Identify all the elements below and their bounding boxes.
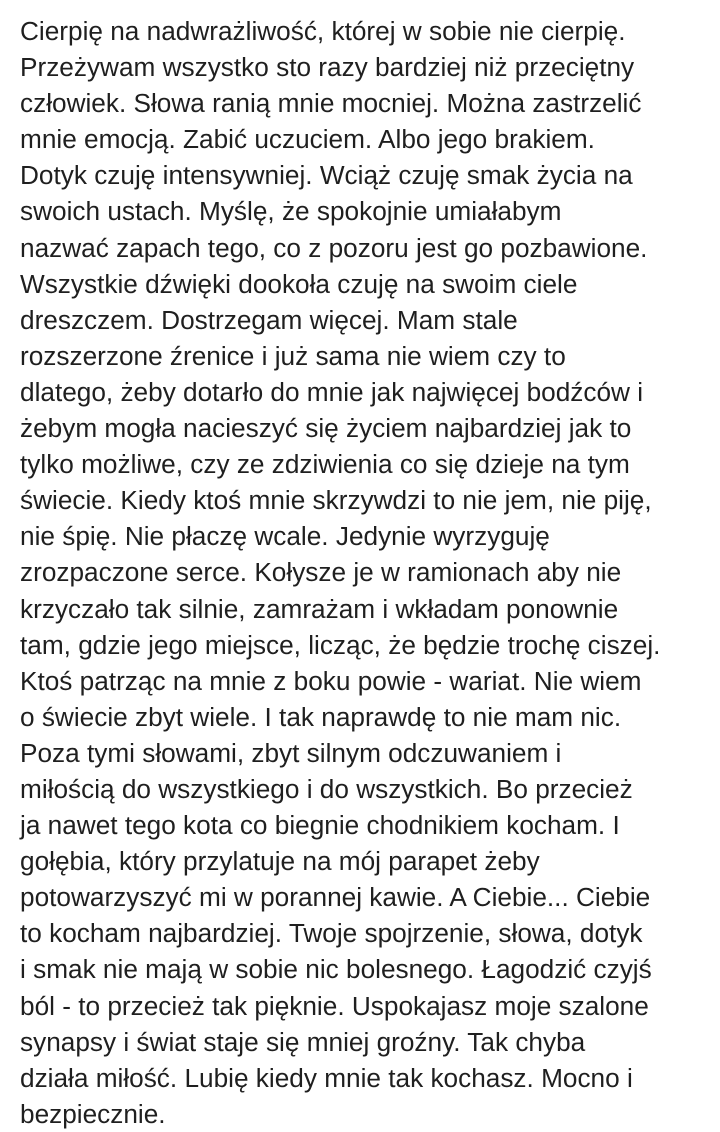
text-line: świecie. Kiedy ktoś mnie skrzywdzi to nie jem, nie piję, (20, 485, 652, 516)
post-text (20, 13, 710, 1132)
text-line: Dotyk czuję intensywniej. Wciąż czuję smak życia na (20, 160, 633, 191)
text-line: bezpiecznie. (20, 1098, 166, 1129)
text-line: gołębia, który przylatuje na mój parapet żeby (20, 846, 540, 877)
text-line: Ktoś patrząc na mnie z boku powie - wariat. Nie wiem (20, 665, 642, 696)
text-line: nazwać zapach tego, co z pozoru jest go pozbawione. (20, 232, 648, 263)
text-line: tylko możliwe, czy ze zdziwienia co się dzieje na tym (20, 449, 630, 480)
text-line: o świecie zbyt wiele. I tak naprawdę to nie mam nic. (20, 701, 622, 732)
text-line: dlatego, żeby dotarło do mnie jak najwięcej bodźców i (20, 376, 644, 407)
text-line: Przeżywam wszystko sto razy bardziej niż przeciętny (20, 52, 635, 83)
text-line: ja nawet tego kota co biegnie chodnikiem kocham. I (20, 810, 620, 841)
text-line: miłością do wszystkiego i do wszystkich. Bo przecież (20, 773, 633, 804)
text-line: żebym mogła nacieszyć się życiem najbardziej jak to (20, 413, 632, 444)
text-line: Cierpię na nadwrażliwość, której w sobie nie cierpię. (20, 16, 626, 46)
text-line: zrozpaczone serce. Kołysze je w ramionach aby nie (20, 557, 622, 588)
text-line: potowarzyszyć mi w porannej kawie. A Ciebie... Ciebie (20, 882, 651, 913)
text-line: rozszerzone źrenice i już sama nie wiem czy to (20, 340, 566, 371)
text-line: i smak nie mają w sobie nic bolesnego. Łagodzić czyjś (20, 954, 652, 985)
text-line: mnie emocją. Zabić uczuciem. Albo jego brakiem. (20, 124, 595, 155)
text-line: tam, gdzie jego miejsce, licząc, że będzie trochę ciszej. (20, 629, 661, 660)
text-line: dreszczem. Dostrzegam więcej. Mam stale (20, 304, 518, 335)
text-line: ból - to przecież tak pięknie. Uspokajasz moje szalone (20, 990, 649, 1021)
text-line: człowiek. Słowa ranią mnie mocniej. Można zastrzelić (20, 88, 642, 119)
text-line: swoich ustach. Myślę, że spokojnie umiałabym (20, 196, 562, 227)
text-line: krzyczało tak silnie, zamrażam i wkładam ponownie (20, 593, 619, 624)
text-line: działa miłość. Lubię kiedy mnie tak kochasz. Mocno i (20, 1062, 633, 1093)
text-line: Poza tymi słowami, zbyt silnym odczuwaniem i (20, 737, 562, 768)
text-line: Wszystkie dźwięki dookoła czuję na swoim ciele (20, 268, 578, 299)
text-line: to kocham najbardziej. Twoje spojrzenie, słowa, dotyk (20, 918, 643, 949)
text-line: synapsy i świat staje się mniej groźny. Tak chyba (20, 1026, 586, 1057)
text-line: nie śpię. Nie płaczę wcale. Jedynie wyrzyguję (20, 521, 550, 552)
